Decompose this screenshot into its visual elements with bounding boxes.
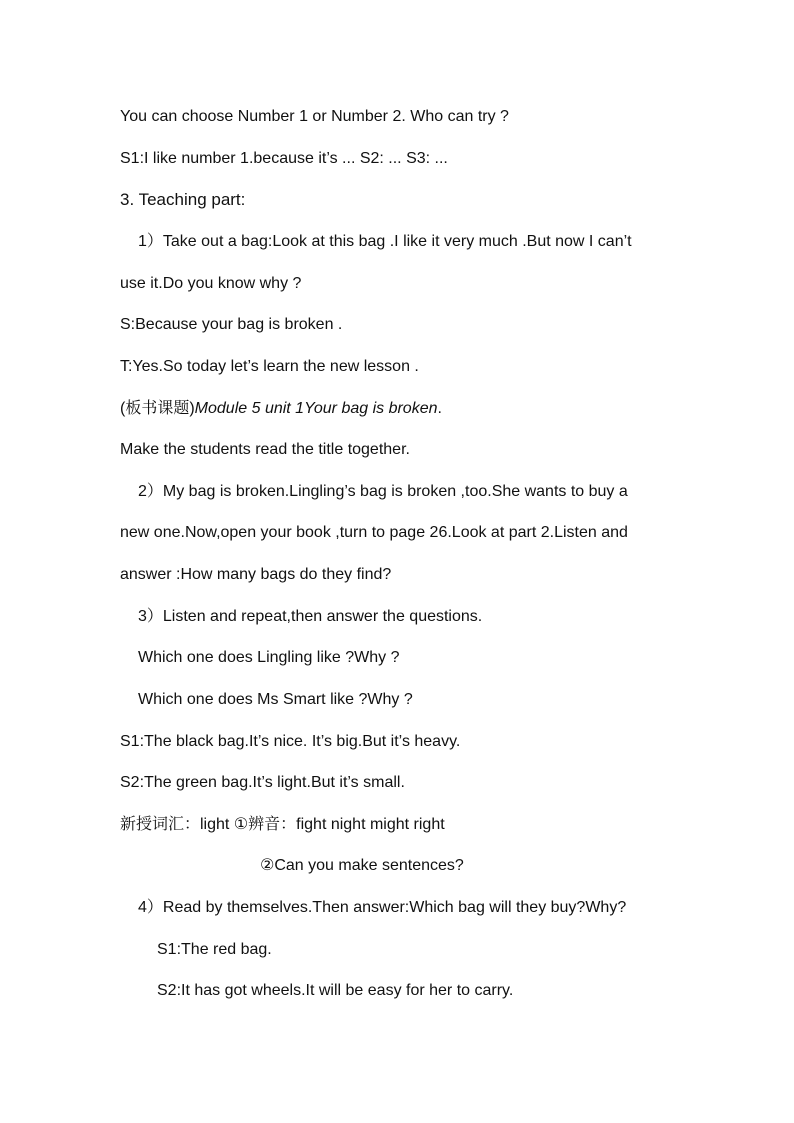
text-line: answer :How many bags do they find? bbox=[120, 566, 392, 583]
text-line: Which one does Ms Smart like ?Why ? bbox=[138, 691, 413, 708]
text-line: S2:It has got wheels.It will be easy for her to carry. bbox=[157, 982, 514, 999]
lesson-title-period: . bbox=[437, 400, 442, 417]
lesson-title: Module 5 unit 1Your bag is broken bbox=[194, 400, 438, 417]
text-line: 3）Listen and repeat,then answer the questions. bbox=[138, 608, 483, 625]
text-line: S:Because your bag is broken . bbox=[120, 316, 343, 333]
text-line: ②Can you make sentences? bbox=[260, 857, 464, 874]
text-line: S1:The red bag. bbox=[157, 941, 272, 958]
vocabulary-line: 新授词汇：light ①辨音：fight night might right bbox=[120, 816, 445, 833]
text-line: T:Yes.So today let’s learn the new lesson . bbox=[120, 358, 419, 375]
text-line: S2:The green bag.It’s light.But it’s small. bbox=[120, 774, 405, 791]
text-line: Make the students read the title together. bbox=[120, 441, 410, 458]
text-line: You can choose Number 1 or Number 2. Who can try ? bbox=[120, 108, 509, 125]
board-note: (板书课题) bbox=[120, 400, 195, 417]
text-line: Which one does Lingling like ?Why ? bbox=[138, 649, 400, 666]
lesson-title-line bbox=[120, 398, 442, 420]
text-line: 2）My bag is broken.Lingling’s bag is broken ,too.She wants to buy a bbox=[138, 483, 628, 500]
text-line: new one.Now,open your book ,turn to page 26.Look at part 2.Listen and bbox=[120, 524, 628, 541]
section-heading: 3. Teaching part: bbox=[120, 190, 246, 209]
text-line: 4）Read by themselves.Then answer:Which bag will they buy?Why? bbox=[138, 899, 627, 916]
text-line: use it.Do you know why ? bbox=[120, 275, 302, 292]
text-line: 1）Take out a bag:Look at this bag .I like it very much .But now I can’t bbox=[138, 233, 632, 250]
text-line: S1:I like number 1.because it’s ... S2: ... S3: ... bbox=[120, 150, 448, 167]
text-line: S1:The black bag.It’s nice. It’s big.But it’s heavy. bbox=[120, 733, 461, 750]
